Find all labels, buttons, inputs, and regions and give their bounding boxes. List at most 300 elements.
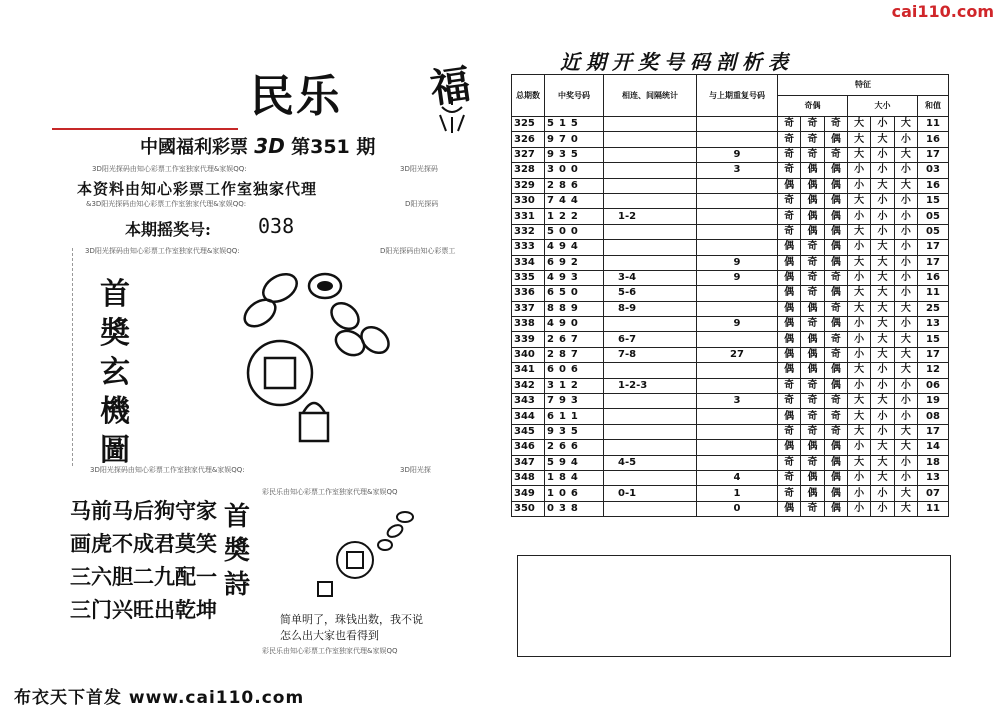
- cell-big-small: 大: [847, 455, 870, 470]
- cell-odd-even: 偶: [824, 240, 847, 255]
- cell-repeat: [697, 378, 778, 393]
- table-row: [512, 147, 949, 162]
- cell-odd-even: 偶: [801, 363, 824, 378]
- table-row: [512, 209, 949, 224]
- cell-sum: 17: [918, 424, 949, 439]
- header-relation: 相连、间隔统计: [604, 75, 697, 117]
- cell-number: 267: [545, 332, 604, 347]
- fu-character: 福: [427, 60, 474, 113]
- table-row: [512, 332, 949, 347]
- header-odd-even: 奇偶: [778, 96, 848, 117]
- cell-big-small: 大: [871, 455, 894, 470]
- cell-repeat: [697, 440, 778, 455]
- cell-big-small: 小: [894, 163, 917, 178]
- cell-relation: [604, 132, 697, 147]
- cell-big-small: 大: [894, 301, 917, 316]
- cell-odd-even: 奇: [824, 117, 847, 132]
- cell-odd-even: 偶: [801, 209, 824, 224]
- cell-big-small: 大: [871, 301, 894, 316]
- cell-issue: 338: [512, 317, 545, 332]
- cell-odd-even: 偶: [778, 301, 801, 316]
- cell-sum: 13: [918, 317, 949, 332]
- cell-big-small: 小: [894, 193, 917, 208]
- cell-issue: 339: [512, 332, 545, 347]
- cell-big-small: 小: [871, 193, 894, 208]
- poem-title-char: 奬: [223, 536, 250, 566]
- cell-repeat: [697, 409, 778, 424]
- table-row: [512, 394, 949, 409]
- cell-sum: 05: [918, 224, 949, 239]
- fu-ornament-icon: [432, 95, 472, 135]
- cell-big-small: 大: [871, 178, 894, 193]
- cell-big-small: 小: [847, 440, 870, 455]
- cell-relation: [604, 440, 697, 455]
- cell-repeat: 9: [697, 270, 778, 285]
- cell-number: 493: [545, 270, 604, 285]
- cell-big-small: 大: [871, 332, 894, 347]
- cell-number: 122: [545, 209, 604, 224]
- cell-relation: 5-6: [604, 286, 697, 301]
- watermark-line: 3D阳光探码: [400, 165, 438, 173]
- cell-sum: 08: [918, 409, 949, 424]
- cell-issue: 333: [512, 240, 545, 255]
- cell-big-small: 大: [871, 394, 894, 409]
- cell-big-small: 大: [847, 301, 870, 316]
- cell-big-small: 小: [847, 378, 870, 393]
- cell-sum: 06: [918, 378, 949, 393]
- cell-issue: 332: [512, 224, 545, 239]
- cell-number: 793: [545, 394, 604, 409]
- cell-odd-even: 偶: [801, 193, 824, 208]
- watermark-line: 3D阳光探码由知心彩票工作室独家代理&家娱QQ:: [90, 466, 245, 474]
- table-row: [512, 470, 949, 485]
- cell-issue: 346: [512, 440, 545, 455]
- table-row: [512, 132, 949, 147]
- cell-big-small: 小: [871, 409, 894, 424]
- cell-big-small: 大: [871, 255, 894, 270]
- cell-odd-even: 偶: [824, 470, 847, 485]
- cell-odd-even: 偶: [801, 347, 824, 362]
- cell-number: 266: [545, 440, 604, 455]
- cell-big-small: 大: [847, 409, 870, 424]
- cell-odd-even: 偶: [778, 286, 801, 301]
- cell-relation: 0-1: [604, 486, 697, 501]
- cell-relation: [604, 240, 697, 255]
- cell-odd-even: 偶: [778, 363, 801, 378]
- puzzle-title-char: 玄: [100, 355, 130, 390]
- cell-number: 970: [545, 132, 604, 147]
- poem-title-char: 首: [223, 502, 250, 532]
- cell-issue: 327: [512, 147, 545, 162]
- cell-big-small: 小: [871, 117, 894, 132]
- cell-repeat: [697, 455, 778, 470]
- cell-odd-even: 偶: [824, 286, 847, 301]
- cell-sum: 17: [918, 347, 949, 362]
- cell-big-small: 大: [894, 363, 917, 378]
- cell-odd-even: 奇: [778, 455, 801, 470]
- table-row: [512, 455, 949, 470]
- cell-odd-even: 奇: [824, 270, 847, 285]
- header-feature: 特征: [778, 75, 949, 96]
- cell-issue: 330: [512, 193, 545, 208]
- cell-odd-even: 偶: [824, 193, 847, 208]
- cell-odd-even: 偶: [778, 440, 801, 455]
- cell-odd-even: 偶: [824, 163, 847, 178]
- cell-big-small: 大: [871, 286, 894, 301]
- red-divider: [52, 128, 238, 130]
- cell-issue: 349: [512, 486, 545, 501]
- cell-odd-even: 奇: [801, 147, 824, 162]
- cell-relation: [604, 409, 697, 424]
- cell-odd-even: 奇: [801, 117, 824, 132]
- cell-big-small: 大: [847, 363, 870, 378]
- issue-title-lottery: 中國福利彩票: [140, 137, 248, 158]
- cell-relation: 1-2-3: [604, 378, 697, 393]
- header-issue: 总期数: [512, 75, 545, 117]
- cell-big-small: 大: [847, 394, 870, 409]
- cell-number: 935: [545, 424, 604, 439]
- table-row: [512, 163, 949, 178]
- table-row: [512, 440, 949, 455]
- cell-repeat: [697, 132, 778, 147]
- cell-number: 935: [545, 147, 604, 162]
- cell-odd-even: 奇: [778, 209, 801, 224]
- blank-notes-box: [517, 555, 951, 657]
- table-row: [512, 363, 949, 378]
- cell-big-small: 小: [847, 501, 870, 516]
- cell-odd-even: 奇: [801, 270, 824, 285]
- header-repeat: 与上期重复号码: [697, 75, 778, 117]
- cell-relation: [604, 501, 697, 516]
- cell-relation: [604, 163, 697, 178]
- cell-relation: 6-7: [604, 332, 697, 347]
- cell-relation: [604, 117, 697, 132]
- cell-big-small: 小: [894, 286, 917, 301]
- cell-odd-even: 偶: [824, 440, 847, 455]
- cell-odd-even: 奇: [778, 394, 801, 409]
- cell-repeat: 0: [697, 501, 778, 516]
- cell-big-small: 小: [847, 486, 870, 501]
- analysis-table: [511, 74, 949, 517]
- draw-number: 038: [258, 214, 295, 238]
- cell-sum: 16: [918, 178, 949, 193]
- cell-repeat: [697, 224, 778, 239]
- cell-big-small: 小: [894, 132, 917, 147]
- cell-big-small: 大: [894, 178, 917, 193]
- table-row: [512, 178, 949, 193]
- cell-issue: 335: [512, 270, 545, 285]
- cell-number: 611: [545, 409, 604, 424]
- cell-big-small: 小: [871, 424, 894, 439]
- cell-odd-even: 偶: [824, 363, 847, 378]
- cell-relation: [604, 394, 697, 409]
- cell-odd-even: 奇: [778, 486, 801, 501]
- poem-line: 三门兴旺出乾坤: [70, 598, 217, 622]
- table-row: [512, 347, 949, 362]
- cell-issue: 325: [512, 117, 545, 132]
- cell-issue: 343: [512, 394, 545, 409]
- cell-big-small: 小: [894, 240, 917, 255]
- cell-relation: 7-8: [604, 347, 697, 362]
- cell-issue: 336: [512, 286, 545, 301]
- cell-sum: 11: [918, 117, 949, 132]
- cell-big-small: 小: [871, 224, 894, 239]
- cell-odd-even: 偶: [824, 501, 847, 516]
- cell-relation: [604, 178, 697, 193]
- cell-sum: 14: [918, 440, 949, 455]
- cell-odd-even: 奇: [824, 147, 847, 162]
- cell-issue: 344: [512, 409, 545, 424]
- cell-big-small: 小: [894, 394, 917, 409]
- cell-odd-even: 奇: [801, 394, 824, 409]
- puzzle-title-char: 機: [100, 394, 130, 429]
- cell-big-small: 大: [847, 132, 870, 147]
- cell-odd-even: 偶: [824, 255, 847, 270]
- puzzle-title-char: 圖: [100, 433, 130, 468]
- cell-repeat: [697, 117, 778, 132]
- cell-issue: 337: [512, 301, 545, 316]
- issue-title: [140, 132, 375, 159]
- watermark-line: 彩民乐由知心彩票工作室独家代理&家娱QQ: [262, 647, 398, 655]
- draw-label: 本期摇奖号:: [125, 220, 211, 239]
- cell-sum: 15: [918, 193, 949, 208]
- cell-repeat: 9: [697, 255, 778, 270]
- poem-line: 马前马后狗守家: [70, 499, 217, 523]
- cell-odd-even: 偶: [801, 178, 824, 193]
- cell-big-small: 小: [894, 455, 917, 470]
- watermark-line: D阳光探码由知心彩票工: [380, 247, 456, 255]
- cell-odd-even: 奇: [778, 163, 801, 178]
- issue-title-3d: 3D: [254, 134, 285, 158]
- cell-odd-even: 奇: [778, 193, 801, 208]
- cell-odd-even: 偶: [801, 163, 824, 178]
- cell-number: 494: [545, 240, 604, 255]
- cell-odd-even: 奇: [801, 501, 824, 516]
- cell-sum: 13: [918, 470, 949, 485]
- cell-number: 490: [545, 317, 604, 332]
- cell-odd-even: 偶: [824, 132, 847, 147]
- cell-odd-even: 偶: [824, 209, 847, 224]
- cell-number: 606: [545, 363, 604, 378]
- watermark-line: 3D阳光探码由知心彩票工作室独家代理&家娱QQ:: [85, 247, 240, 255]
- cell-repeat: 3: [697, 394, 778, 409]
- cell-odd-even: 偶: [824, 317, 847, 332]
- cell-big-small: 小: [847, 347, 870, 362]
- table-row: [512, 409, 949, 424]
- cell-odd-even: 偶: [824, 486, 847, 501]
- poem-line: 三六胆二九配一: [70, 565, 217, 589]
- cell-big-small: 大: [894, 147, 917, 162]
- cell-relation: [604, 193, 697, 208]
- cell-odd-even: 奇: [824, 424, 847, 439]
- cell-relation: 3-4: [604, 270, 697, 285]
- cell-odd-even: 偶: [778, 409, 801, 424]
- poem-note: [280, 612, 490, 644]
- cell-repeat: 3: [697, 163, 778, 178]
- cell-odd-even: 奇: [824, 332, 847, 347]
- cell-big-small: 小: [894, 270, 917, 285]
- header-big-small: 大小: [847, 96, 917, 117]
- footer-text[interactable]: 布衣天下首发 www.cai110.com: [14, 688, 305, 708]
- cell-odd-even: 偶: [778, 332, 801, 347]
- cell-odd-even: 偶: [801, 301, 824, 316]
- cell-repeat: 27: [697, 347, 778, 362]
- cell-sum: 15: [918, 332, 949, 347]
- site-url[interactable]: cai110.com: [891, 2, 994, 21]
- poem-title-char: 詩: [223, 570, 250, 600]
- cell-big-small: 大: [847, 286, 870, 301]
- cell-big-small: 小: [871, 163, 894, 178]
- cell-big-small: 小: [871, 486, 894, 501]
- cell-repeat: [697, 178, 778, 193]
- cell-big-small: 小: [894, 378, 917, 393]
- cell-relation: [604, 424, 697, 439]
- cell-odd-even: 偶: [824, 224, 847, 239]
- cell-number: 184: [545, 470, 604, 485]
- cell-repeat: 9: [697, 147, 778, 162]
- cell-big-small: 小: [894, 224, 917, 239]
- table-row: [512, 224, 949, 239]
- table-row: [512, 424, 949, 439]
- cell-odd-even: 偶: [801, 470, 824, 485]
- cell-repeat: 4: [697, 470, 778, 485]
- cell-odd-even: 奇: [801, 378, 824, 393]
- cell-big-small: 大: [894, 347, 917, 362]
- cell-big-small: 小: [894, 470, 917, 485]
- poem: [70, 495, 217, 627]
- cell-repeat: [697, 424, 778, 439]
- table-row: [512, 270, 949, 285]
- cell-big-small: 小: [847, 209, 870, 224]
- cell-big-small: 小: [871, 363, 894, 378]
- cell-number: 594: [545, 455, 604, 470]
- cell-repeat: [697, 301, 778, 316]
- cell-big-small: 大: [871, 270, 894, 285]
- cell-big-small: 小: [871, 209, 894, 224]
- cell-odd-even: 奇: [801, 409, 824, 424]
- poem-note-line: 怎么出大家也看得到: [280, 629, 379, 642]
- cell-odd-even: 奇: [801, 255, 824, 270]
- cell-odd-even: 奇: [801, 424, 824, 439]
- cell-odd-even: 偶: [778, 240, 801, 255]
- watermark-line: 3D阳光探: [400, 466, 431, 474]
- poem-line: 画虎不成君莫笑: [70, 532, 217, 556]
- cell-number: 692: [545, 255, 604, 270]
- cell-odd-even: 偶: [801, 332, 824, 347]
- header-sum: 和值: [918, 96, 949, 117]
- cell-relation: 1-2: [604, 209, 697, 224]
- poem-title: [222, 500, 252, 602]
- cell-big-small: 小: [847, 332, 870, 347]
- cell-repeat: 9: [697, 317, 778, 332]
- cell-relation: 4-5: [604, 455, 697, 470]
- cell-issue: 331: [512, 209, 545, 224]
- cell-sum: 11: [918, 286, 949, 301]
- cell-odd-even: 奇: [778, 424, 801, 439]
- watermark-line: 3D阳光探码由知心彩票工作室独家代理&家娱QQ:: [92, 165, 247, 173]
- cell-odd-even: 奇: [824, 394, 847, 409]
- cell-odd-even: 偶: [801, 440, 824, 455]
- coins-poem-image: [300, 505, 430, 605]
- cell-big-small: 大: [894, 440, 917, 455]
- cell-sum: 17: [918, 147, 949, 162]
- puzzle-title-char: 奬: [100, 316, 130, 351]
- cell-big-small: 大: [847, 424, 870, 439]
- cell-sum: 19: [918, 394, 949, 409]
- cell-sum: 17: [918, 255, 949, 270]
- cell-sum: 16: [918, 132, 949, 147]
- cell-odd-even: 奇: [778, 224, 801, 239]
- table-row: [512, 317, 949, 332]
- cell-big-small: 大: [847, 224, 870, 239]
- cell-odd-even: 偶: [778, 501, 801, 516]
- cell-big-small: 小: [847, 178, 870, 193]
- cell-sum: 03: [918, 163, 949, 178]
- watermark-line: D阳光探码: [405, 200, 439, 208]
- cell-sum: 05: [918, 209, 949, 224]
- cell-repeat: [697, 363, 778, 378]
- cell-relation: [604, 470, 697, 485]
- cell-sum: 12: [918, 363, 949, 378]
- cell-odd-even: 奇: [778, 470, 801, 485]
- cell-odd-even: 奇: [824, 301, 847, 316]
- cell-big-small: 大: [894, 486, 917, 501]
- issue-number: 第351 期: [291, 136, 376, 158]
- cell-big-small: 大: [871, 470, 894, 485]
- table-title: 近期开奖号码剖析表: [560, 50, 794, 74]
- cell-repeat: [697, 286, 778, 301]
- cell-number: 106: [545, 486, 604, 501]
- cell-odd-even: 奇: [801, 132, 824, 147]
- cell-relation: [604, 363, 697, 378]
- cell-odd-even: 偶: [778, 178, 801, 193]
- cell-odd-even: 偶: [778, 270, 801, 285]
- minle-logo: 民乐: [250, 71, 342, 122]
- watermark-line: 彩民乐由知心彩票工作室独家代理&家娱QQ: [262, 488, 398, 496]
- cell-odd-even: 偶: [801, 224, 824, 239]
- cell-big-small: 大: [847, 255, 870, 270]
- cell-big-small: 大: [871, 440, 894, 455]
- cell-number: 038: [545, 501, 604, 516]
- cell-issue: 342: [512, 378, 545, 393]
- cell-number: 287: [545, 347, 604, 362]
- cell-number: 300: [545, 163, 604, 178]
- cell-issue: 350: [512, 501, 545, 516]
- cell-odd-even: 奇: [778, 147, 801, 162]
- cell-big-small: 小: [871, 501, 894, 516]
- cell-repeat: [697, 240, 778, 255]
- cell-sum: 07: [918, 486, 949, 501]
- cell-relation: [604, 255, 697, 270]
- cell-big-small: 小: [894, 255, 917, 270]
- cell-big-small: 小: [871, 147, 894, 162]
- cell-number: 650: [545, 286, 604, 301]
- cell-odd-even: 奇: [778, 117, 801, 132]
- cell-big-small: 小: [847, 270, 870, 285]
- cell-odd-even: 奇: [801, 286, 824, 301]
- header-number: 中奖号码: [545, 75, 604, 117]
- cell-big-small: 大: [871, 317, 894, 332]
- cell-big-small: 小: [847, 317, 870, 332]
- cell-relation: [604, 224, 697, 239]
- cell-issue: 340: [512, 347, 545, 362]
- cell-issue: 345: [512, 424, 545, 439]
- cell-odd-even: 偶: [824, 455, 847, 470]
- cell-number: 744: [545, 193, 604, 208]
- cell-odd-even: 奇: [824, 409, 847, 424]
- cell-big-small: 大: [847, 147, 870, 162]
- cell-sum: 25: [918, 301, 949, 316]
